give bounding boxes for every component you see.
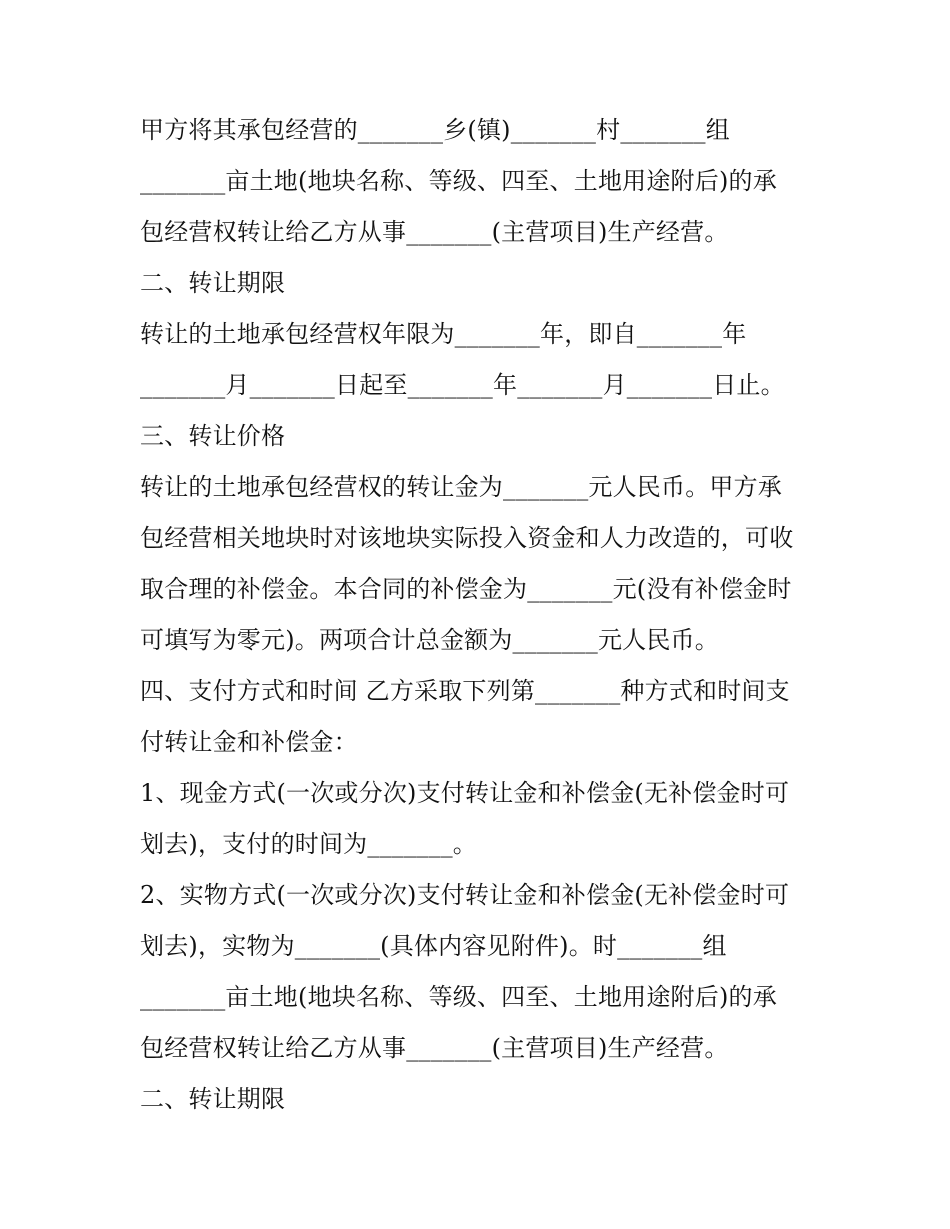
text-line: 取合理的补偿金。本合同的补偿金为_______元(没有补偿金时 — [140, 575, 792, 603]
list-item: 1、现金方式(一次或分次)支付转让金和补偿金(无补偿金时可 — [140, 779, 790, 807]
text-line: _______亩土地(地块名称、等级、四至、土地用途附后)的承 — [140, 167, 777, 195]
text-line: 划去)，实物为_______(具体内容见附件)。时_______组 — [140, 932, 727, 960]
contract-text — [140, 105, 820, 1125]
text-line: 转让的土地承包经营权的转让金为_______元人民币。甲方承 — [140, 473, 782, 501]
text-line: 包经营权转让给乙方从事_______(主营项目)生产经营。 — [140, 218, 729, 246]
section-heading: 三、转让价格 — [140, 422, 286, 450]
list-item: 2、实物方式(一次或分次)支付转让金和补偿金(无补偿金时可 — [140, 881, 790, 909]
text-line: 划去)，支付的时间为_______。 — [140, 830, 477, 858]
text-line: 付转让金和补偿金： — [140, 728, 358, 756]
text-line: _______月_______日起至_______年_______月_______日止。 — [140, 371, 785, 399]
text-line: _______亩土地(地块名称、等级、四至、土地用途附后)的承 — [140, 983, 777, 1011]
text-line: 甲方将其承包经营的_______乡(镇)_______村_______组 — [140, 116, 730, 144]
text-line: 包经营相关地块时对该地块实际投入资金和人力改造的，可收 — [140, 524, 794, 552]
section-heading: 二、转让期限 — [140, 1085, 286, 1113]
text-line: 可填写为零元)。两项合计总金额为_______元人民币。 — [140, 626, 719, 654]
section-heading: 二、转让期限 — [140, 269, 286, 297]
text-line: 转让的土地承包经营权年限为_______年，即自_______年 — [140, 320, 747, 348]
section-heading: 四、支付方式和时间 乙方采取下列第_______种方式和时间支 — [140, 677, 790, 705]
text-line: 包经营权转让给乙方从事_______(主营项目)生产经营。 — [140, 1034, 729, 1062]
